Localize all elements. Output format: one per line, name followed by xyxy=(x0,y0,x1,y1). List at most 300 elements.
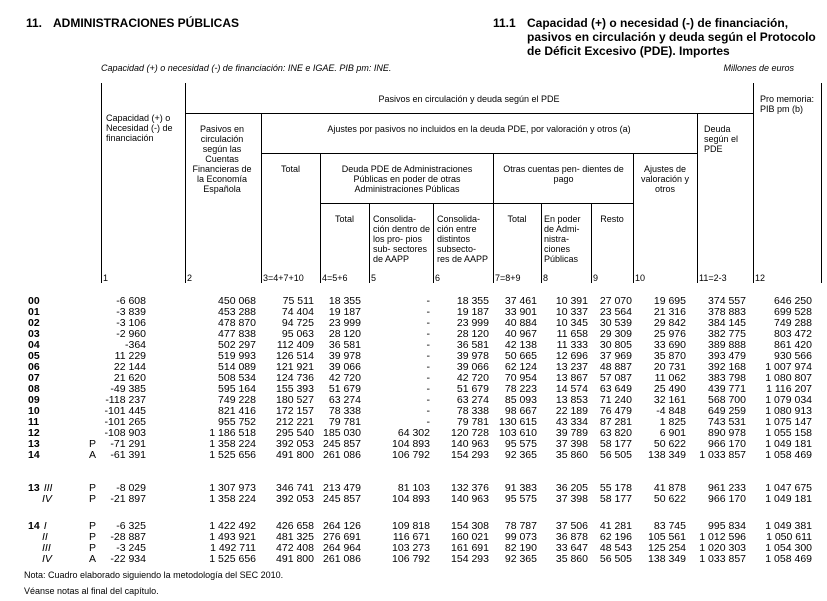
cell-col6: 18 355 xyxy=(456,295,489,307)
cell-col1: -3 106 xyxy=(116,317,146,329)
cell-col6: 39 066 xyxy=(456,361,489,373)
cell-col12: 1 080 913 xyxy=(765,405,812,417)
cell-col10: 138 349 xyxy=(648,553,686,565)
cell-col9: 87 281 xyxy=(599,416,632,428)
cell-col4: 79 781 xyxy=(328,416,361,428)
cell-col1: -49 385 xyxy=(110,383,146,395)
cell-col7: 78 787 xyxy=(504,520,537,532)
cell-col3: 472 408 xyxy=(276,542,314,554)
row-year: 02 xyxy=(28,317,40,329)
cell-col7: 37 461 xyxy=(504,295,537,307)
cell-col8: 37 398 xyxy=(555,493,588,505)
cell-col5: 104 893 xyxy=(392,438,430,450)
cell-col9: 48 887 xyxy=(599,361,632,373)
header-col11: Deuda según el PDE xyxy=(704,124,739,154)
cell-col9: 58 177 xyxy=(599,438,632,450)
cell-col5: 103 273 xyxy=(392,542,430,554)
cell-col1: -71 291 xyxy=(110,438,146,450)
column-number: 7=8+9 xyxy=(495,273,521,283)
cell-col2: 1 492 711 xyxy=(210,542,256,554)
cell-col4: 36 581 xyxy=(328,339,361,351)
cell-col7: 98 667 xyxy=(504,405,537,417)
cell-col9: 58 177 xyxy=(599,493,632,505)
cell-col1: -3 245 xyxy=(116,542,146,554)
cell-col10: 19 695 xyxy=(653,295,686,307)
cell-col9: 63 649 xyxy=(599,383,632,395)
column-number: 11=2-3 xyxy=(699,273,727,283)
cell-col3: 126 514 xyxy=(276,350,314,362)
row-year: 03 xyxy=(28,328,40,340)
table-row xyxy=(0,494,827,505)
cell-col11: 1 012 596 xyxy=(699,531,746,543)
cell-col5: - xyxy=(426,361,430,373)
cell-col10: 1 825 xyxy=(659,416,686,428)
cell-col8: 10 345 xyxy=(555,317,588,329)
cell-col5: - xyxy=(426,394,430,406)
cell-col5: - xyxy=(426,416,430,428)
cell-col6: 154 293 xyxy=(451,449,489,461)
cell-col10: -4 848 xyxy=(656,405,686,417)
cell-col12: 1 058 469 xyxy=(765,553,812,565)
cell-col2: 508 534 xyxy=(218,372,256,384)
cell-col5: - xyxy=(426,405,430,417)
section-number: 11.1 xyxy=(493,16,516,30)
cell-col4: 245 857 xyxy=(323,493,361,505)
cell-col10: 50 622 xyxy=(653,493,686,505)
cell-col9: 55 178 xyxy=(599,482,632,494)
cell-col12: 861 420 xyxy=(774,339,812,351)
cell-col2: 477 838 xyxy=(218,328,256,340)
cell-col1: 11 229 xyxy=(114,350,146,362)
cell-col1: -101 265 xyxy=(104,416,146,428)
row-year: 00 xyxy=(28,295,40,307)
chapter-name: ADMINISTRACIONES PÚBLICAS xyxy=(53,16,240,30)
cell-col4: 63 274 xyxy=(328,394,361,406)
footnote: Nota: Cuadro elaborado siguiendo la metodología del SEC 2010. xyxy=(24,570,284,580)
cell-col8: 13 867 xyxy=(555,372,588,384)
cell-col12: 1 007 974 xyxy=(765,361,812,373)
divider xyxy=(821,83,822,283)
cell-col11: 374 557 xyxy=(708,295,746,307)
row-year: 14 xyxy=(28,449,40,461)
cell-col2: 450 068 xyxy=(218,295,256,307)
cell-col9: 29 309 xyxy=(599,328,632,340)
cell-col2: 478 870 xyxy=(218,317,256,329)
column-number: 3=4+7+10 xyxy=(263,273,304,283)
cell-col6: 154 308 xyxy=(451,520,489,532)
divider xyxy=(753,83,754,283)
row-year: 12 xyxy=(28,427,40,439)
cell-col10: 32 161 xyxy=(653,394,686,406)
cell-col2: 1 358 224 xyxy=(209,438,256,450)
column-number: 10 xyxy=(635,273,646,283)
cell-col3: 155 393 xyxy=(276,383,314,395)
cell-col1: -118 237 xyxy=(105,394,146,406)
cell-col3: 481 325 xyxy=(276,531,314,543)
cell-col1: -6 608 xyxy=(116,295,146,307)
cell-col2: 1 186 518 xyxy=(209,427,256,439)
cell-col8: 11 333 xyxy=(556,339,588,351)
cell-col10: 25 490 xyxy=(653,383,686,395)
cell-col10: 11 062 xyxy=(654,372,686,384)
cell-col2: 821 416 xyxy=(218,405,256,417)
cell-col6: 28 120 xyxy=(456,328,489,340)
cell-col4: 264 126 xyxy=(323,520,361,532)
cell-col12: 699 528 xyxy=(774,306,812,318)
cell-col2: 749 228 xyxy=(218,394,256,406)
cell-col9: 56 505 xyxy=(599,449,632,461)
cell-col10: 125 254 xyxy=(648,542,686,554)
cell-col10: 35 870 xyxy=(653,350,686,362)
cell-col1: -3 839 xyxy=(116,306,146,318)
divider xyxy=(101,83,102,283)
header-otras-group: Otras cuentas pen- dientes de pago xyxy=(503,164,624,184)
cell-col4: 23 999 xyxy=(328,317,361,329)
cell-col11: 995 834 xyxy=(708,520,746,532)
cell-col2: 1 307 973 xyxy=(209,482,256,494)
cell-col6: 132 376 xyxy=(451,482,489,494)
row-year: 05 xyxy=(28,350,40,362)
cell-col3: 491 800 xyxy=(276,553,314,565)
cell-col5: 116 671 xyxy=(392,531,430,543)
column-number: 12 xyxy=(755,273,766,283)
cell-col4: 19 187 xyxy=(328,306,361,318)
row-status-flag: P xyxy=(89,520,97,532)
column-number: 2 xyxy=(187,273,193,283)
column-number: 1 xyxy=(103,273,109,283)
source-note: Capacidad (+) o necesidad (-) de financiación: INE e IGAE. PIB pm: INE. xyxy=(101,63,392,73)
header-col8: En poder de Admi- nistra- ciones Públicas xyxy=(544,214,581,264)
cell-col11: 383 798 xyxy=(708,372,746,384)
cell-col11: 649 259 xyxy=(708,405,746,417)
cell-col9: 76 479 xyxy=(599,405,632,417)
cell-col12: 1 075 147 xyxy=(765,416,812,428)
row-status-flag: P xyxy=(89,531,97,543)
cell-col7: 42 138 xyxy=(504,339,537,351)
cell-col9: 23 564 xyxy=(599,306,632,318)
cell-col7: 91 383 xyxy=(504,482,537,494)
cell-col6: 63 274 xyxy=(456,394,489,406)
header-deuda-aapp-group: Deuda PDE de Administraciones Públicas en poder de otras Administraciones Públicas xyxy=(341,164,473,194)
cell-col5: - xyxy=(426,295,430,307)
cell-col2: 502 297 xyxy=(218,339,256,351)
row-year: 10 xyxy=(28,405,40,417)
cell-col2: 595 164 xyxy=(218,383,256,395)
cell-col9: 62 196 xyxy=(599,531,632,543)
cell-col10: 20 731 xyxy=(653,361,686,373)
cell-col4: 276 691 xyxy=(323,531,361,543)
cell-col10: 105 561 xyxy=(648,531,686,543)
cell-col6: 42 720 xyxy=(456,372,489,384)
cell-col12: 1 058 469 xyxy=(765,449,812,461)
divider xyxy=(261,153,697,154)
cell-col8: 10 391 xyxy=(555,295,588,307)
cell-col2: 1 525 656 xyxy=(209,449,256,461)
cell-col1: -101 445 xyxy=(104,405,146,417)
header-col1: Capacidad (+) o Necesidad (-) de financiación xyxy=(106,113,173,143)
header-ajustes-group: Ajustes por pasivos no incluidos en la deuda PDE, por valoración y otros (a) xyxy=(327,124,631,134)
cell-col3: 426 658 xyxy=(276,520,314,532)
cell-col11: 1 020 303 xyxy=(699,542,746,554)
cell-col6: 19 187 xyxy=(456,306,489,318)
row-quarter: IV xyxy=(42,493,52,505)
cell-col2: 955 752 xyxy=(218,416,256,428)
cell-col12: 1 050 611 xyxy=(766,531,812,543)
cell-col5: 106 792 xyxy=(392,553,430,565)
cell-col6: 154 293 xyxy=(451,553,489,565)
cell-col9: 37 969 xyxy=(599,350,632,362)
row-year: 06 xyxy=(28,361,40,373)
cell-col4: 42 720 xyxy=(328,372,361,384)
cell-col1: -22 934 xyxy=(110,553,146,565)
row-year: 14 xyxy=(28,520,40,532)
cell-col6: 120 728 xyxy=(451,427,489,439)
cell-col9: 48 543 xyxy=(599,542,632,554)
cell-col1: 21 620 xyxy=(113,372,146,384)
row-quarter: III xyxy=(42,542,51,554)
cell-col7: 92 365 xyxy=(504,449,537,461)
cell-col12: 1 049 181 xyxy=(765,493,812,505)
cell-col5: - xyxy=(426,317,430,329)
row-status-flag: P xyxy=(89,482,97,494)
cell-col7: 40 967 xyxy=(504,328,537,340)
cell-col6: 39 978 xyxy=(456,350,489,362)
cell-col9: 41 281 xyxy=(599,520,632,532)
table-row xyxy=(0,554,827,565)
cell-col9: 56 505 xyxy=(599,553,632,565)
cell-col6: 79 781 xyxy=(456,416,489,428)
cell-col11: 384 145 xyxy=(708,317,746,329)
cell-col1: -108 903 xyxy=(104,427,146,439)
column-number: 5 xyxy=(371,273,377,283)
row-year: 01 xyxy=(28,306,40,318)
row-status-flag: P xyxy=(89,438,97,450)
row-year: 04 xyxy=(28,339,40,351)
cell-col8: 37 506 xyxy=(555,520,588,532)
cell-col1: -28 887 xyxy=(110,531,146,543)
cell-col11: 382 775 xyxy=(708,328,746,340)
cell-col7: 99 073 xyxy=(504,531,537,543)
cell-col5: 106 792 xyxy=(392,449,430,461)
cell-col8: 39 789 xyxy=(555,427,588,439)
cell-col1: 22 144 xyxy=(113,361,146,373)
cell-col2: 1 493 921 xyxy=(209,531,256,543)
cell-col7: 70 954 xyxy=(504,372,537,384)
cell-col1: -21 897 xyxy=(110,493,146,505)
cell-col8: 13 237 xyxy=(555,361,588,373)
cell-col11: 393 479 xyxy=(708,350,746,362)
cell-col5: 109 818 xyxy=(392,520,430,532)
cell-col12: 1 079 034 xyxy=(765,394,812,406)
cell-col10: 50 622 xyxy=(653,438,686,450)
cell-col11: 378 883 xyxy=(708,306,746,318)
cell-col1: -61 391 xyxy=(110,449,146,461)
cell-col4: 245 857 xyxy=(323,438,361,450)
cell-col12: 1 055 158 xyxy=(765,427,812,439)
cell-col12: 1 049 381 xyxy=(765,520,812,532)
cell-col7: 95 575 xyxy=(504,438,537,450)
cell-col5: - xyxy=(426,306,430,318)
cell-col12: 1 047 675 xyxy=(765,482,812,494)
cell-col3: 392 053 xyxy=(276,493,314,505)
cell-col10: 29 842 xyxy=(653,317,686,329)
cell-col8: 33 647 xyxy=(555,542,588,554)
header-col5: Consolida- ción dentro de los pro- pios sub- sectores de AAPP xyxy=(373,214,431,264)
cell-col4: 18 355 xyxy=(328,295,361,307)
cell-col10: 25 976 xyxy=(653,328,686,340)
cell-col4: 39 066 xyxy=(328,361,361,373)
divider xyxy=(185,113,753,114)
cell-col5: - xyxy=(426,383,430,395)
cell-col3: 212 221 xyxy=(276,416,314,428)
cell-col12: 1 080 807 xyxy=(765,372,812,384)
cell-col4: 213 479 xyxy=(323,482,361,494)
cell-col5: 81 103 xyxy=(397,482,430,494)
cell-col4: 51 679 xyxy=(328,383,361,395)
cell-col10: 21 316 xyxy=(653,306,686,318)
table-row xyxy=(0,450,827,461)
cell-col1: -6 325 xyxy=(116,520,146,532)
cell-col7: 103 610 xyxy=(499,427,537,439)
row-quarter: IV xyxy=(42,553,52,565)
header-col12: Pro memoria: PIB pm (b) xyxy=(760,94,815,114)
row-year: 11 xyxy=(28,416,40,428)
header-col2: Pasivos en circulación según las Cuentas Financieras de la Economía Española xyxy=(192,124,252,194)
cell-col12: 1 054 300 xyxy=(765,542,812,554)
cell-col4: 261 086 xyxy=(323,449,361,461)
row-year: 07 xyxy=(28,372,40,384)
cell-col12: 1 049 181 xyxy=(765,438,812,450)
cell-col2: 453 288 xyxy=(218,306,256,318)
cell-col3: 180 527 xyxy=(276,394,314,406)
cell-col8: 36 878 xyxy=(555,531,588,543)
cell-col7: 78 223 xyxy=(504,383,537,395)
cell-col7: 130 615 xyxy=(499,416,537,428)
cell-col2: 1 422 492 xyxy=(209,520,256,532)
cell-col2: 514 089 xyxy=(218,361,256,373)
cell-col11: 1 033 857 xyxy=(699,449,746,461)
cell-col11: 389 888 xyxy=(708,339,746,351)
cell-col6: 78 338 xyxy=(456,405,489,417)
cell-col11: 890 978 xyxy=(708,427,746,439)
cell-col4: 185 030 xyxy=(323,427,361,439)
units-label: Millones de euros xyxy=(723,63,794,73)
cell-col9: 30 539 xyxy=(599,317,632,329)
cell-col5: 64 302 xyxy=(397,427,430,439)
divider xyxy=(369,203,370,283)
cell-col5: - xyxy=(426,328,430,340)
chapter-number: 11. xyxy=(26,16,43,30)
cell-col3: 112 409 xyxy=(276,339,314,351)
cell-col5: - xyxy=(426,339,430,351)
cell-col3: 346 741 xyxy=(276,482,314,494)
cell-col3: 75 511 xyxy=(282,295,314,307)
footnote: Véanse notas al final del capítulo. xyxy=(24,586,159,596)
cell-col3: 124 736 xyxy=(276,372,314,384)
cell-col5: - xyxy=(426,350,430,362)
cell-col10: 83 745 xyxy=(653,520,686,532)
cell-col11: 961 233 xyxy=(708,482,746,494)
cell-col9: 57 087 xyxy=(599,372,632,384)
cell-col10: 138 349 xyxy=(648,449,686,461)
row-status-flag: A xyxy=(89,449,97,461)
header-col7: Total xyxy=(507,214,527,224)
row-status-flag: P xyxy=(89,542,97,554)
cell-col10: 6 901 xyxy=(659,427,686,439)
cell-col11: 392 168 xyxy=(708,361,746,373)
cell-col6: 51 679 xyxy=(456,383,489,395)
divider xyxy=(320,203,633,204)
cell-col9: 30 805 xyxy=(599,339,632,351)
cell-col3: 295 540 xyxy=(276,427,314,439)
cell-col8: 10 337 xyxy=(555,306,588,318)
cell-col2: 1 525 656 xyxy=(209,553,256,565)
cell-col12: 803 472 xyxy=(774,328,812,340)
cell-col9: 71 240 xyxy=(599,394,632,406)
header-col6: Consolida- ción entre distintos subsecto- res de AAPP xyxy=(437,214,489,264)
cell-col3: 121 921 xyxy=(276,361,314,373)
row-year: 08 xyxy=(28,383,40,395)
cell-col10: 33 690 xyxy=(653,339,686,351)
cell-col7: 95 575 xyxy=(504,493,537,505)
cell-col11: 966 170 xyxy=(708,438,746,450)
header-col10: Ajustes de valoración y otros xyxy=(640,164,690,194)
cell-col6: 160 021 xyxy=(451,531,489,543)
cell-col6: 36 581 xyxy=(456,339,489,351)
cell-col8: 14 574 xyxy=(555,383,588,395)
cell-col8: 12 696 xyxy=(555,350,588,362)
cell-col3: 491 800 xyxy=(276,449,314,461)
header-pasivos-group: Pasivos en circulación y deuda según el PDE xyxy=(378,94,560,104)
cell-col9: 27 070 xyxy=(599,295,632,307)
row-status-flag: P xyxy=(89,493,97,505)
cell-col8: 22 189 xyxy=(555,405,588,417)
column-number: 8 xyxy=(543,273,549,283)
row-period xyxy=(28,450,44,461)
cell-col7: 82 190 xyxy=(504,542,537,554)
cell-col4: 261 086 xyxy=(323,553,361,565)
cell-col4: 39 978 xyxy=(328,350,361,362)
row-status-flag: A xyxy=(89,553,97,565)
divider xyxy=(261,113,262,283)
cell-col3: 94 725 xyxy=(281,317,314,329)
divider xyxy=(697,113,698,283)
cell-col7: 92 365 xyxy=(504,553,537,565)
column-number: 6 xyxy=(435,273,441,283)
cell-col5: 104 893 xyxy=(392,493,430,505)
cell-col8: 37 398 xyxy=(555,438,588,450)
cell-col2: 1 358 224 xyxy=(209,493,256,505)
cell-col6: 140 963 xyxy=(451,438,489,450)
cell-col8: 36 205 xyxy=(555,482,588,494)
cell-col6: 140 963 xyxy=(451,493,489,505)
cell-col11: 743 531 xyxy=(708,416,746,428)
cell-col5: - xyxy=(426,372,430,384)
cell-col9: 63 820 xyxy=(599,427,632,439)
cell-col6: 23 999 xyxy=(456,317,489,329)
cell-col6: 161 691 xyxy=(451,542,489,554)
header-col4: Total xyxy=(334,214,354,224)
column-number: 9 xyxy=(593,273,599,283)
cell-col11: 966 170 xyxy=(708,493,746,505)
cell-col12: 749 288 xyxy=(774,317,812,329)
cell-col3: 95 063 xyxy=(281,328,314,340)
cell-col1: -8 029 xyxy=(116,482,146,494)
cell-col11: 1 033 857 xyxy=(699,553,746,565)
cell-col2: 519 993 xyxy=(218,350,256,362)
cell-col1: -2 960 xyxy=(116,328,146,340)
section-name: Capacidad (+) o necesidad (-) de financiación, pasivos en circulación y deuda según el Protocolo de Déficit Excesivo (PDE). Importes xyxy=(527,16,816,58)
